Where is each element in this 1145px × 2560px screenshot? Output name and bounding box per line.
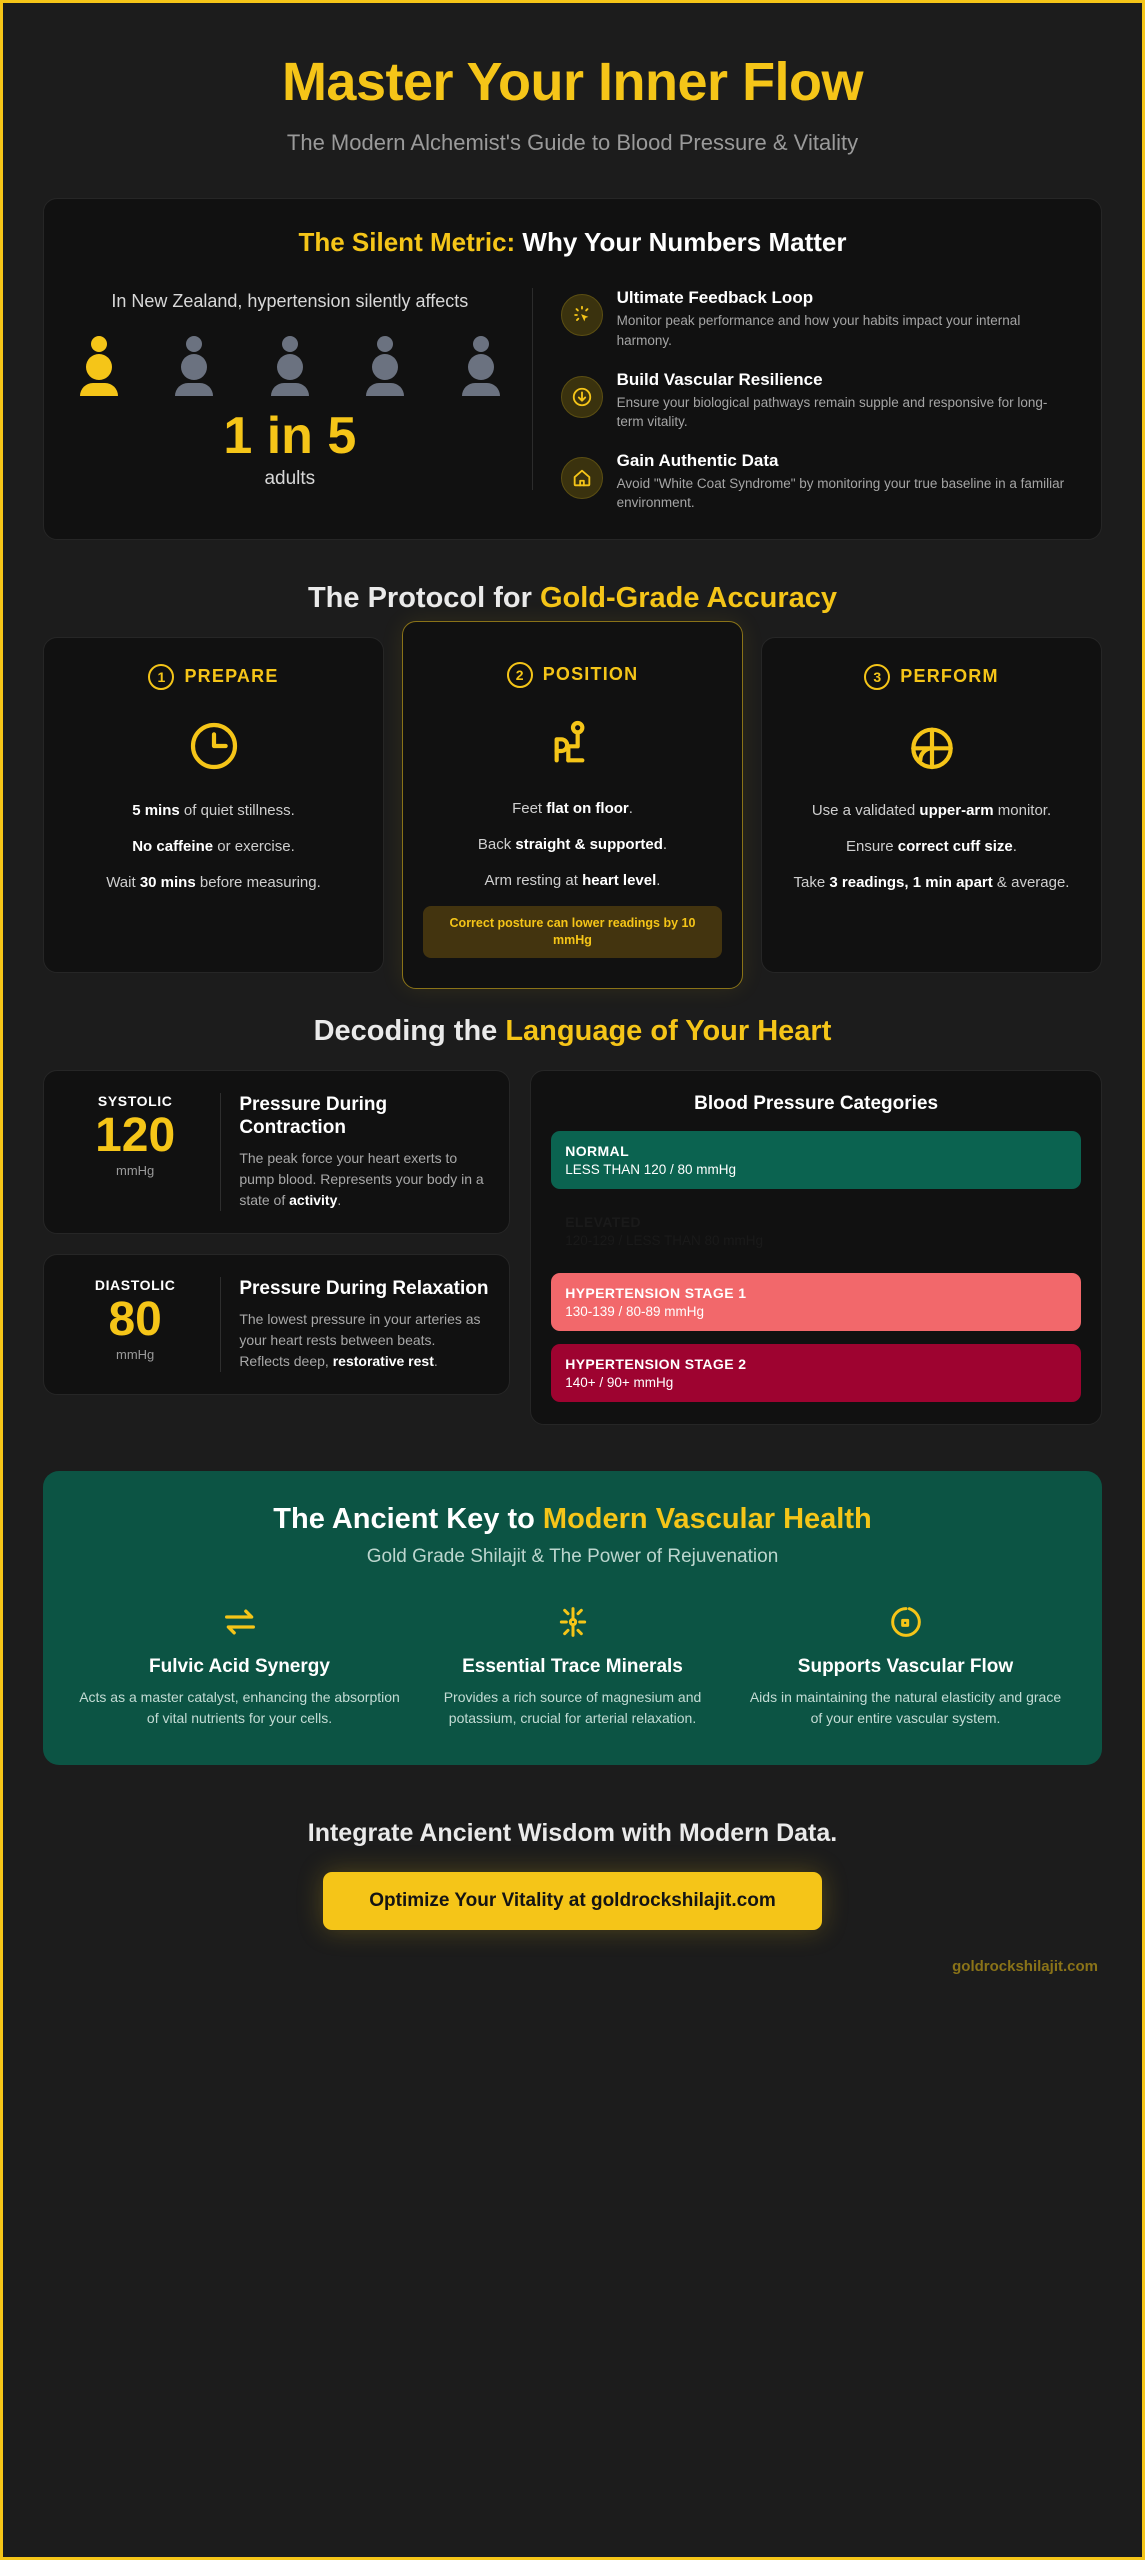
diastolic-card [43, 1254, 510, 1395]
decode-heading-accent: Language of Your Heart [505, 1014, 832, 1047]
step-number: 1 [148, 664, 174, 690]
hypertension-stat-block [74, 288, 533, 490]
step-number: 2 [507, 662, 533, 688]
decode-section-heading [43, 1015, 1102, 1048]
bp-body: The lowest pressure in your arteries as your heart rests between beats. Reflects deep, restorative rest. [239, 1310, 481, 1369]
step-name: PERFORM [900, 666, 999, 687]
bp-category-normal: NORMAL LESS THAN 120 / 80 mmHg [551, 1131, 1081, 1189]
benefit-heading: Ultimate Feedback Loop [616, 288, 814, 308]
decode-heading-plain: Decoding the [313, 1014, 506, 1047]
bp-body: The peak force your heart exerts to pump blood. Represents your body in a state of activity. [239, 1150, 484, 1209]
benefit-body: Ensure your biological pathways remain supple and responsive for long-term vitality. [616, 394, 1048, 430]
benefit-body: Avoid "White Coat Syndrome" by monitoring your true baseline in a familiar environment. [616, 475, 1065, 511]
protocol-step-prepare [43, 637, 384, 973]
posture-tip-badge: Correct posture can lower readings by 10 mmHg [423, 906, 722, 958]
benefit-item [561, 451, 1071, 513]
protocol-step-position [402, 621, 743, 989]
person-icon [462, 336, 500, 396]
person-icon [175, 336, 213, 396]
shilajit-panel [43, 1471, 1102, 1765]
step-line: Wait 30 mins before measuring. [106, 873, 321, 891]
shilajit-benefit-heading: Supports Vascular Flow [797, 1655, 1014, 1677]
silent-metric-panel [43, 198, 1102, 539]
home-icon [561, 457, 603, 499]
protocol-steps [43, 637, 1102, 973]
benefit-list [533, 288, 1071, 512]
benefit-body: Monitor peak performance and how your habits impact your internal harmony. [616, 313, 1021, 348]
minerals-burst-icon [412, 1602, 733, 1642]
big-stat-value: 1 in 5 [223, 407, 357, 466]
optimize-vitality-cta-button[interactable]: Optimize Your Vitality at goldrockshilajit.com [323, 1872, 821, 1930]
bp-kind-label: SYSTOLIC [97, 1092, 173, 1109]
benefit-heading: Build Vascular Resilience [616, 369, 823, 389]
step-line: Arm resting at heart level. [484, 871, 661, 889]
bp-monitor-icon [904, 718, 960, 774]
person-icon [366, 336, 404, 396]
step-line: Take 3 readings, 1 min apart & average. [793, 873, 1070, 891]
people-pictogram [80, 336, 500, 396]
bp-category-elevated: ELEVATED 120-129 / LESS THAN 80 mmHg [565, 1213, 764, 1248]
shilajit-benefit-body: Provides a rich source of magnesium and potassium, crucial for arterial relaxation. [443, 1688, 702, 1726]
protocol-section-heading [43, 582, 1102, 615]
bp-value: 80 [108, 1293, 162, 1347]
bp-heading: Pressure During Contraction [239, 1093, 388, 1139]
brand-watermark: goldrockshilajit.com [952, 1957, 1098, 1975]
step-name: PREPARE [184, 666, 279, 687]
page-subtitle: The Modern Alchemist's Guide to Blood Pressure & Vitality [286, 130, 859, 156]
silent-metric-title [74, 227, 1071, 258]
silent-metric-title-rest: Why Your Numbers Matter [515, 227, 847, 258]
shilajit-benefit-heading: Fulvic Acid Synergy [149, 1655, 330, 1677]
step-line: Back straight & supported. [477, 835, 668, 853]
silent-metric-title-accent: The Silent Metric: [298, 227, 516, 258]
shilajit-benefit-body: Acts as a master catalyst, enhancing the absorption of vital nutrients for your cells. [79, 1688, 400, 1726]
page-footer [43, 1819, 1102, 1930]
big-stat-label: adults [264, 468, 316, 490]
step-name: POSITION [542, 664, 639, 685]
exchange-arrows-icon [79, 1602, 400, 1642]
shilajit-benefit-heading: Essential Trace Minerals [462, 1655, 683, 1677]
page-header [43, 3, 1102, 156]
step-line: 5 mins of quiet stillness. [132, 801, 295, 819]
bp-kind-label: DIASTOLIC [94, 1277, 176, 1294]
cursor-click-icon [561, 294, 603, 336]
bp-categories-panel [530, 1070, 1102, 1425]
step-number: 3 [864, 664, 890, 690]
shilajit-benefit [739, 1602, 1072, 1729]
hypertension-lead-text: In New Zealand, hypertension silently affects [111, 291, 469, 312]
bp-categories-title: Blood Pressure Categories [694, 1092, 939, 1114]
protocol-step-perform [761, 637, 1102, 973]
benefit-item [561, 370, 1071, 432]
page-title: Master Your Inner Flow [281, 52, 864, 112]
vascular-flow-icon [745, 1602, 1066, 1642]
person-icon [271, 336, 309, 396]
person-icon-highlighted [80, 336, 118, 396]
bp-category-stage-2: HYPERTENSION STAGE 2 140+ / 90+ mmHg [551, 1344, 1081, 1402]
protocol-heading-accent: Gold-Grade Accuracy [539, 581, 838, 614]
step-line: Use a validated upper-arm monitor. [811, 801, 1052, 819]
systolic-card [43, 1070, 510, 1235]
step-line: Feet flat on floor. [512, 799, 633, 817]
protocol-heading-plain: The Protocol for [307, 581, 540, 614]
step-line: No caffeine or exercise. [132, 837, 295, 855]
benefit-heading: Gain Authentic Data [616, 450, 779, 470]
arrow-down-circle-icon [561, 376, 603, 418]
seated-person-icon [545, 716, 601, 772]
shilajit-benefit [73, 1602, 406, 1729]
shilajit-heading: The Ancient Key to Modern Vascular Health [273, 1502, 872, 1535]
step-line: Ensure correct cuff size. [846, 837, 1017, 855]
bp-unit: mmHg [116, 1162, 155, 1178]
clock-icon [186, 718, 242, 774]
bp-value: 120 [95, 1108, 176, 1162]
decode-section [43, 1070, 1102, 1425]
shilajit-benefit-body: Aids in maintaining the natural elasticity and grace of your entire vascular system. [749, 1688, 1062, 1726]
benefit-item [561, 288, 1071, 350]
bp-heading: Pressure During Relaxation [239, 1278, 489, 1300]
shilajit-subtitle: Gold Grade Shilajit & The Power of Rejuvenation [366, 1545, 779, 1567]
shilajit-benefit [406, 1602, 739, 1729]
footer-heading: Integrate Ancient Wisdom with Modern Data. [307, 1818, 838, 1847]
bp-unit: mmHg [116, 1347, 155, 1363]
bp-category-stage-1: HYPERTENSION STAGE 1 130-139 / 80-89 mmHg [551, 1273, 1081, 1331]
